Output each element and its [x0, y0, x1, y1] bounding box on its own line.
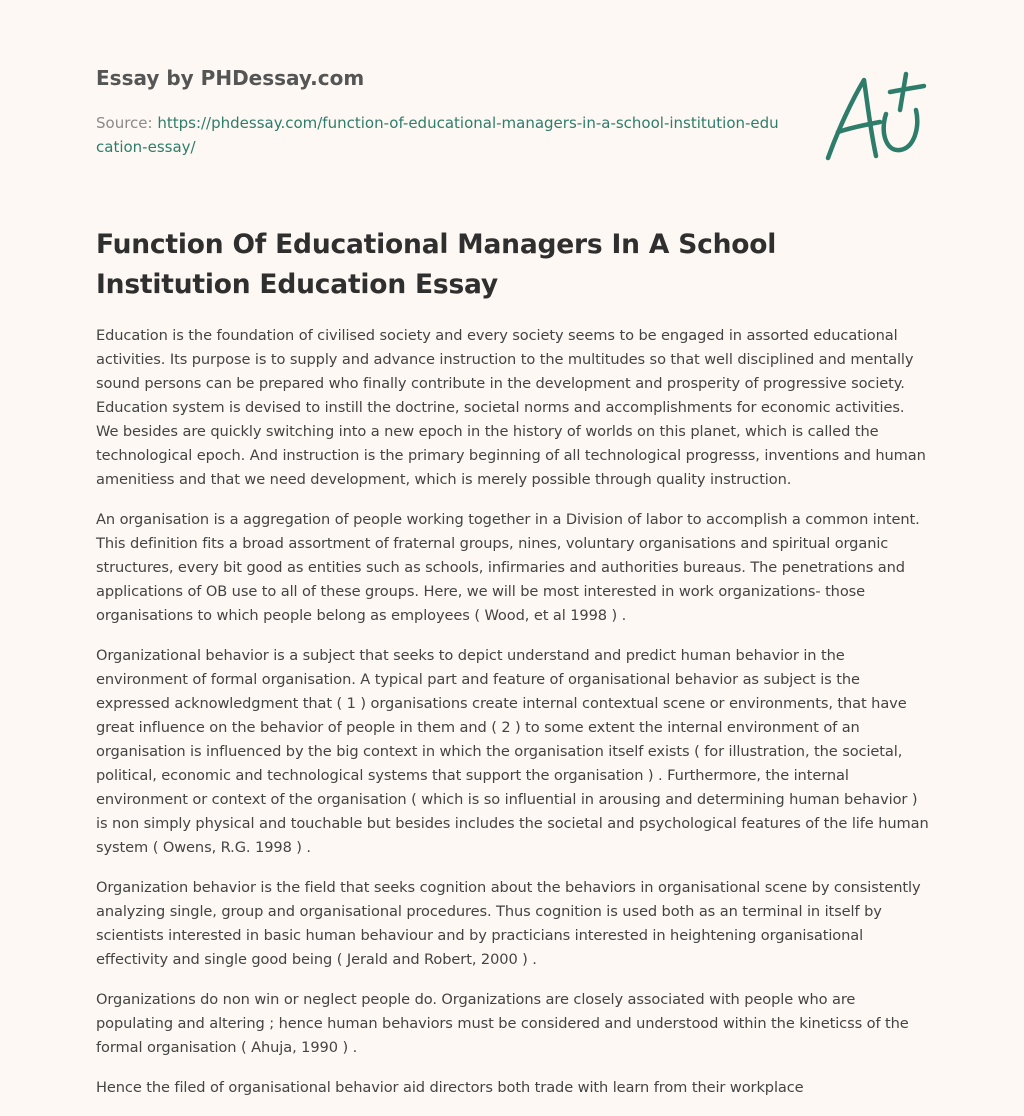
source-link[interactable]: https://phdessay.com/function-of-educational-managers-in-a-school-institution-education-essay/ — [96, 114, 779, 156]
essay-body — [96, 324, 930, 1116]
essay-paragraph: Education is the foundation of civilised society and every society seems to be engaged in assorted educational activities. Its purpose is to supply and advance instruction to the multitudes so that well disciplined and mentally sound persons can be prepared who finally contribute in the development and prosperity of progressive society. Education system is devised to instill the doctrine, societal norms and accomplishments for economic activities. We besides are quickly switching into a new epoch in the history of worlds on this planet, which is called the technological epoch. And instruction is the primary beginning of all technological progresss, inventions and human amenitiess and that we need development, which is merely possible through quality instruction. — [96, 327, 926, 488]
essay-paragraph: Organizations do non win or neglect people do. Organizations are closely associated with people who are populating and altering ; hence human behaviors must be considered and understood within the kineticss of the formal organisation ( Ahuja, 1990 ) . — [96, 991, 909, 1056]
essay-paragraph: Organizational behavior is a subject that seeks to depict understand and predict human behavior in the environment of formal organisation. A typical part and feature of organisational behavior as subject is the expressed acknowledgment that ( 1 ) organisations create internal contextual scene or environments, that have great influence on the behavior of people in them and ( 2 ) to some extent the internal environment of an organisation is influenced by the big context in which the organisation itself exists ( for illustration, the societal, political, economic and technological systems that support the organisation ) . Furthermore, the internal environment or context of the organisation ( which is so influential in arousing and determining human behavior ) is non simply physical and touchable but besides includes the societal and psychological features of the life human system ( Owens, R.G. 1998 ) . — [96, 647, 929, 856]
essay-title: Function Of Educational Managers In A School Institution Education Essay — [96, 229, 777, 300]
source-line — [96, 111, 786, 159]
a-plus-logo-icon — [820, 70, 930, 165]
essay-paragraph: Hence the filed of organisational behavior aid directors both trade with learn from their workplace — [96, 1079, 804, 1096]
essay-paragraph: Organization behavior is the field that seeks cognition about the behaviors in organisational scene by consistently analyzing single, group and organisational procedures. Thus cognition is used both as an terminal in itself by scientists interested in basic human behaviour and by practicians interested in heightening organisational effectivity and single good being ( Jerald and Robert, 2000 ) . — [96, 879, 921, 968]
site-brand: Essay by PHDessay.com — [96, 66, 365, 90]
source-label: Source: — [96, 114, 158, 132]
essay-paragraph: An organisation is a aggregation of people working together in a Division of labor to accomplish a common intent. This definition fits a broad assortment of fraternal groups, nines, voluntary organisations and spiritual organic structures, every bit good as entities such as schools, infirmaries and authorities bureaus. The penetrations and applications of OB use to all of these groups. Here, we will be most interested in work organizations- those organisations to which people belong as employees ( Wood, et al 1998 ) . — [96, 511, 920, 624]
